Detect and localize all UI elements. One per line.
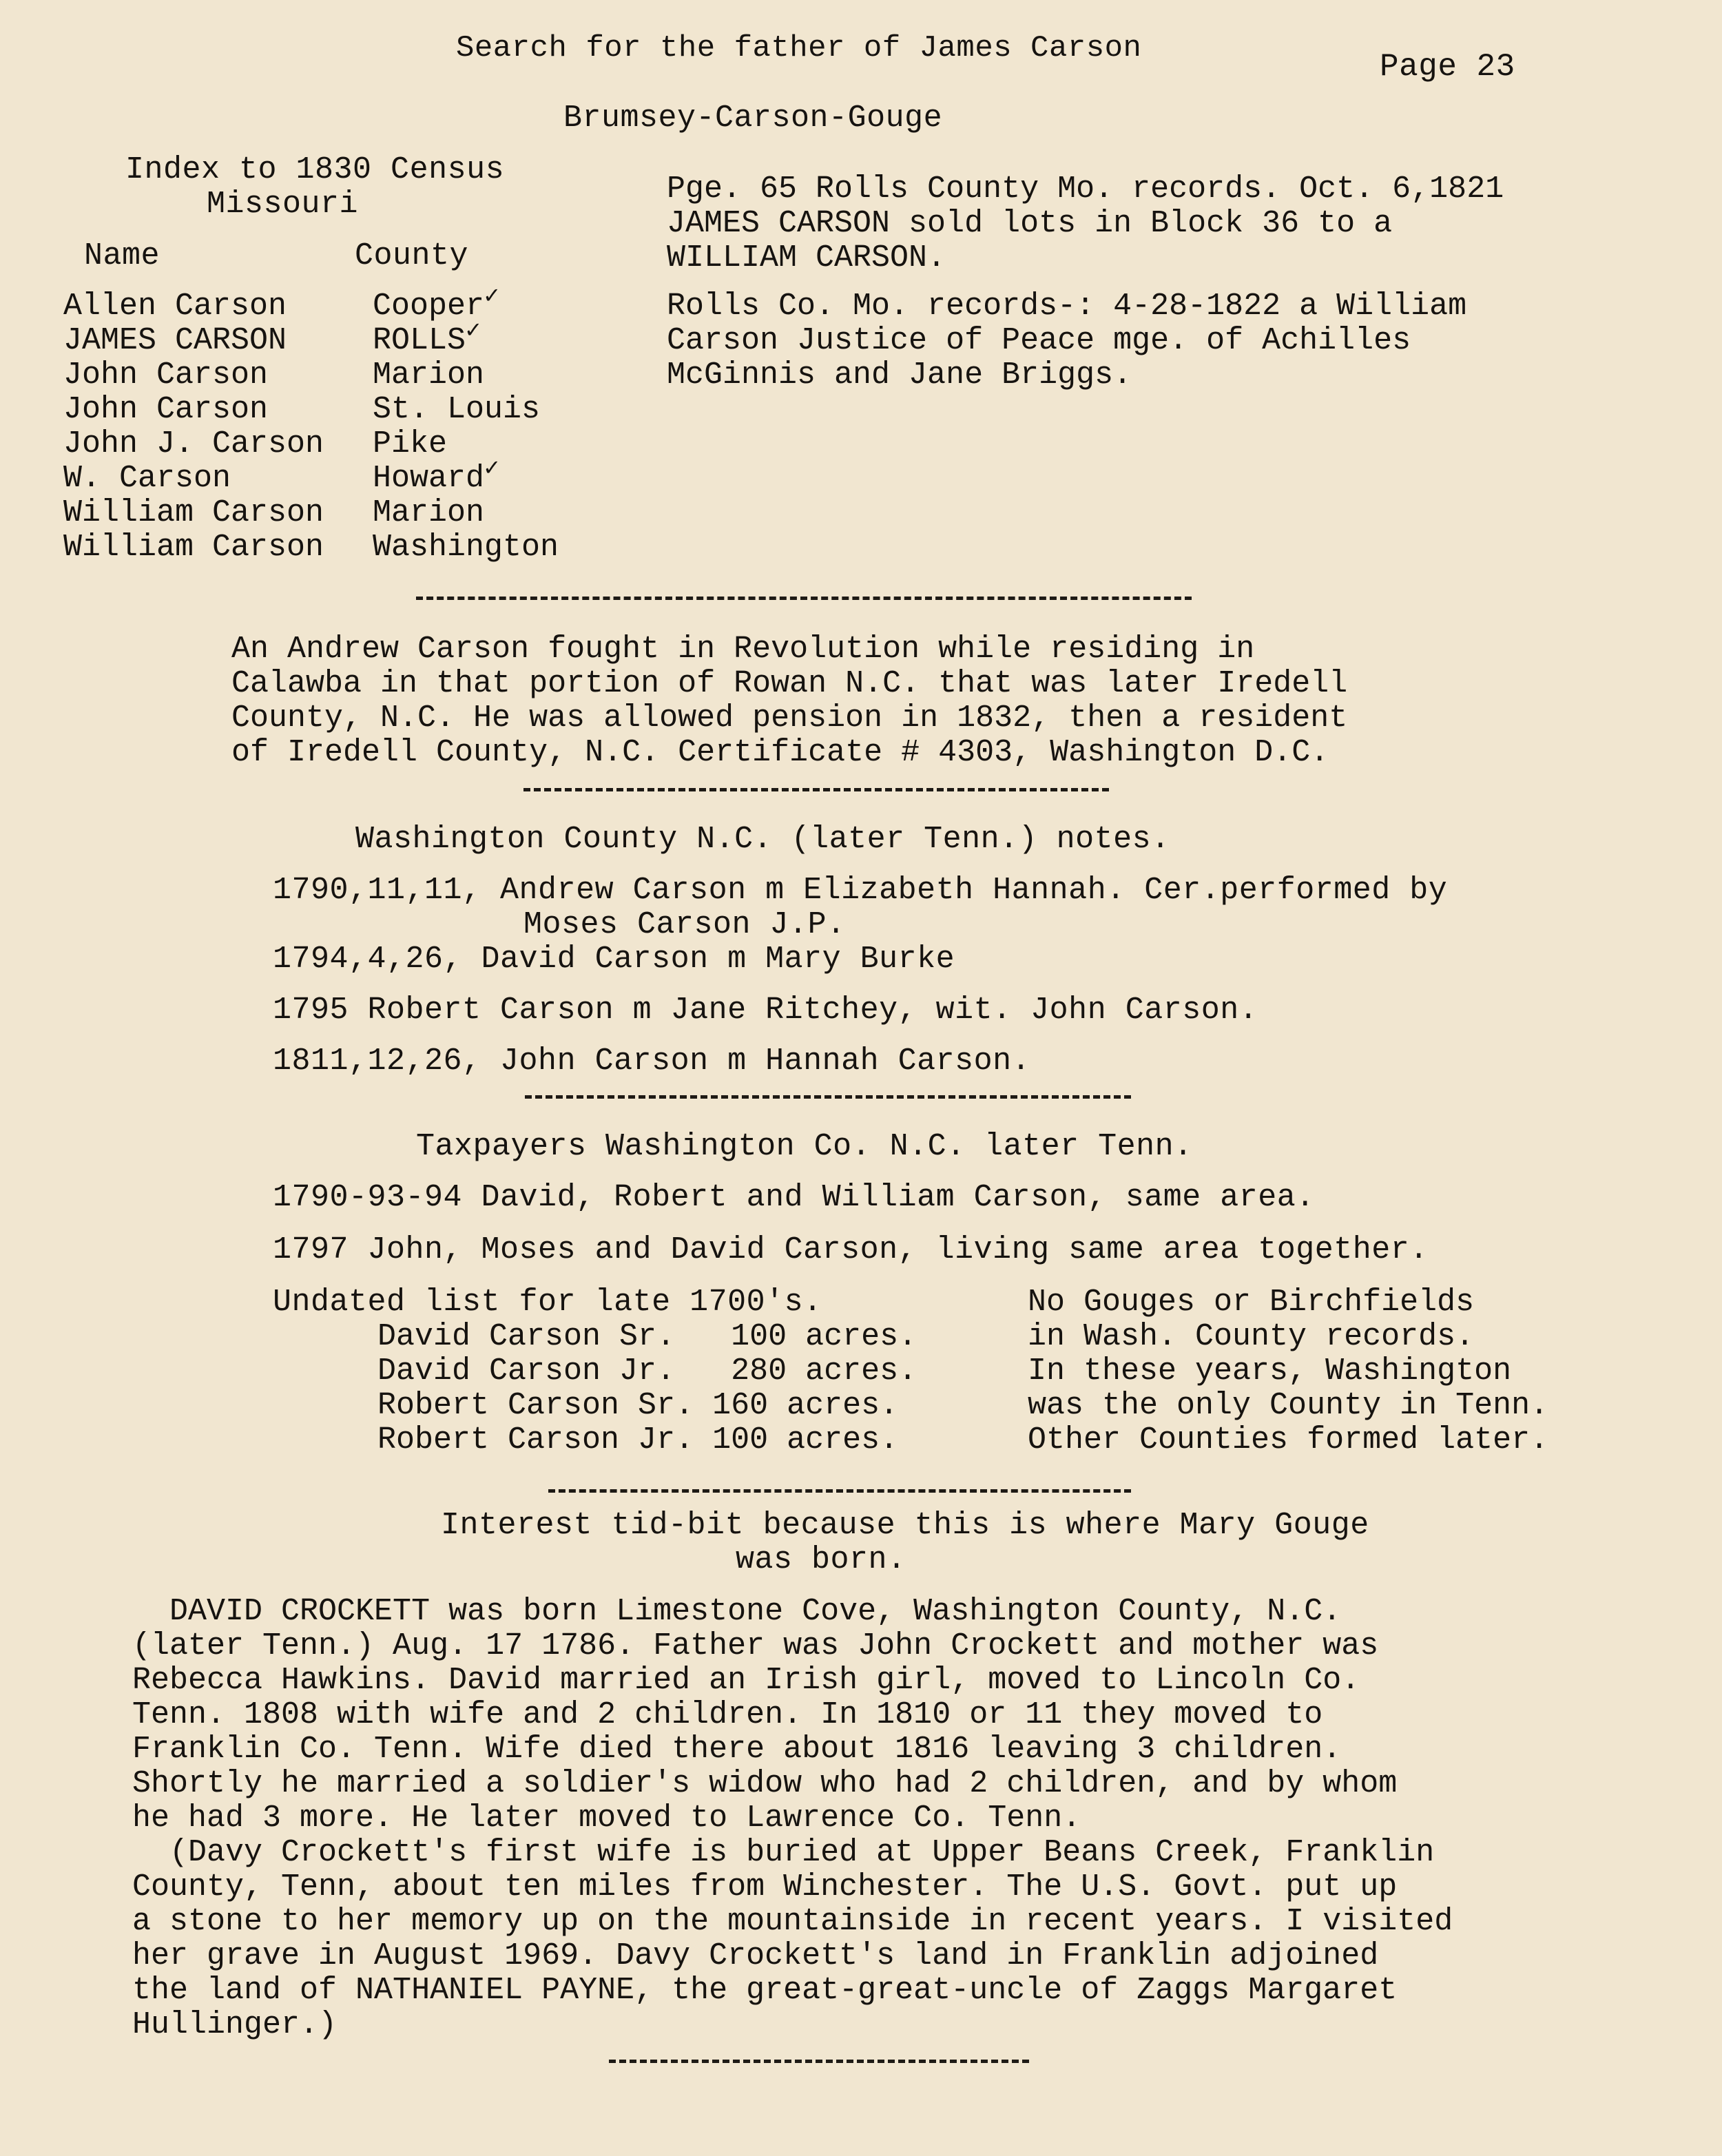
text-line: was the only County in Tenn. [1028,1388,1549,1423]
census-name: W. Carson [63,461,231,496]
text-line: Tenn. 1808 with wife and 2 children. In 1810 or 11 they moved to [132,1697,1323,1732]
page-number: Page 23 [1380,49,1515,85]
census-name: William Carson [63,530,324,565]
text-line: An Andrew Carson fought in Revolution while residing in [231,632,1255,667]
text-line: WILLIAM CARSON. [667,240,946,276]
text-line: Rolls Co. Mo. records-: 4-28-1822 a William [667,289,1467,324]
census-county: Washington [373,530,559,565]
tidbit-heading: Interest tid-bit because this is where Mary Gouge [441,1508,1369,1543]
washington-entry: 1790,11,11, Andrew Carson m Elizabeth Hannah. Cer.performed by [273,873,1448,908]
text-line: her grave in August 1969. Davy Crockett's land in Franklin adjoined [132,1938,1379,1973]
text-line: a stone to her memory up on the mountainside in recent years. I visited [132,1904,1453,1939]
checkmark-icon: ✓ [466,317,481,345]
washington-entry: 1811,12,26, John Carson m Hannah Carson. [273,1044,1031,1079]
census-county: St. Louis [373,392,541,427]
census-county: Marion [373,495,485,530]
census-index-title: Index to 1830 Census [125,152,505,187]
text-line: Calawba in that portion of Rowan N.C. that was later Iredell [231,666,1348,701]
text-line: DAVID CROCKETT was born Limestone Cove, Washington County, N.C. [132,1594,1342,1629]
census-county: Cooper✓ [373,282,499,324]
list-item: Robert Carson Sr. 160 acres. [377,1388,899,1423]
divider [609,2060,1029,2063]
taxpayers-line: 1790-93-94 David, Robert and William Carson, same area. [273,1180,1315,1215]
census-name: William Carson [63,495,324,530]
washington-entry: 1794,4,26, David Carson m Mary Burke [273,942,955,977]
census-county: Marion [373,357,485,393]
text-line: the land of NATHANIEL PAYNE, the great-great-uncle of Zaggs Margaret [132,1973,1398,2008]
page-title: Search for the father of James Carson [456,31,1142,65]
text-line: of Iredell County, N.C. Certificate # 4303, Washington D.C. [231,735,1329,770]
undated-list-heading: Undated list for late 1700's. [273,1285,822,1320]
text-line: Hullinger.) [132,2007,338,2042]
washington-entry: 1795 Robert Carson m Jane Ritchey, wit. John Carson. [273,993,1258,1028]
text-line: No Gouges or Birchfields [1028,1285,1475,1320]
text-line: Rebecca Hawkins. David married an Irish girl, moved to Lincoln Co. [132,1663,1360,1698]
list-item: David Carson Jr. 280 acres. [377,1354,917,1389]
page-subtitle: Brumsey-Carson-Gouge [563,101,943,136]
taxpayers-note [1028,1285,1548,1458]
list-item: Robert Carson Jr. 100 acres. [377,1422,899,1458]
census-county: Pike [373,426,448,462]
text-line: (Davy Crockett's first wife is buried at Upper Beans Creek, Franklin [132,1835,1435,1870]
text-line: in Wash. County records. [1028,1319,1475,1354]
census-county: Howard✓ [373,455,499,496]
census-name: JAMES CARSON [63,323,287,358]
divider [416,597,1192,600]
text-line: County, Tenn, about ten miles from Winchester. The U.S. Govt. put up [132,1869,1398,1905]
text-line: Shortly he married a soldier's widow who had 2 children, and by whom [132,1766,1398,1801]
census-name: John J. Carson [63,426,324,462]
andrew-carson-paragraph [231,632,1347,770]
census-county: ROLLS✓ [373,317,481,358]
taxpayers-line: 1797 John, Moses and David Carson, living same area together. [273,1232,1429,1267]
text-line: JAMES CARSON sold lots in Block 36 to a [667,206,1393,241]
text-line: McGinnis and Jane Briggs. [667,357,1132,393]
divider [525,1095,1131,1099]
text-line: Carson Justice of Peace mge. of Achilles [667,323,1411,358]
list-item: David Carson Sr. 100 acres. [377,1319,917,1354]
census-col-county: County [355,238,469,273]
taxpayers-heading: Taxpayers Washington Co. N.C. later Tenn. [416,1129,1193,1164]
rolls-records-para1 [667,172,1504,276]
text-line: (later Tenn.) Aug. 17 1786. Father was John Crockett and mother was [132,1628,1379,1663]
checkmark-icon: ✓ [484,455,499,483]
tidbit-heading-cont: was born. [736,1542,906,1577]
text-line: Other Counties formed later. [1028,1422,1549,1458]
washington-entry-cont: Moses Carson J.P. [523,907,846,942]
text-line: he had 3 more. He later moved to Lawrence Co. Tenn. [132,1801,1081,1836]
crockett-paragraph [132,1595,1453,2042]
text-line: In these years, Washington [1028,1354,1512,1389]
divider [548,1489,1131,1493]
divider [523,788,1109,791]
acreage-list [377,1320,917,1458]
census-name: John Carson [63,357,269,393]
rolls-records-para2 [667,289,1466,393]
text-line: Pge. 65 Rolls County Mo. records. Oct. 6,1821 [667,172,1504,207]
text-line: Franklin Co. Tenn. Wife died there about 1816 leaving 3 children. [132,1732,1342,1767]
checkmark-icon: ✓ [484,282,499,311]
census-name: John Carson [63,392,269,427]
census-index-state: Missouri [207,187,359,222]
text-line: County, N.C. He was allowed pension in 1832, then a resident [231,701,1348,736]
census-col-name: Name [84,238,160,273]
washington-notes-heading: Washington County N.C. (later Tenn.) notes. [355,822,1170,857]
census-name: Allen Carson [63,289,287,324]
